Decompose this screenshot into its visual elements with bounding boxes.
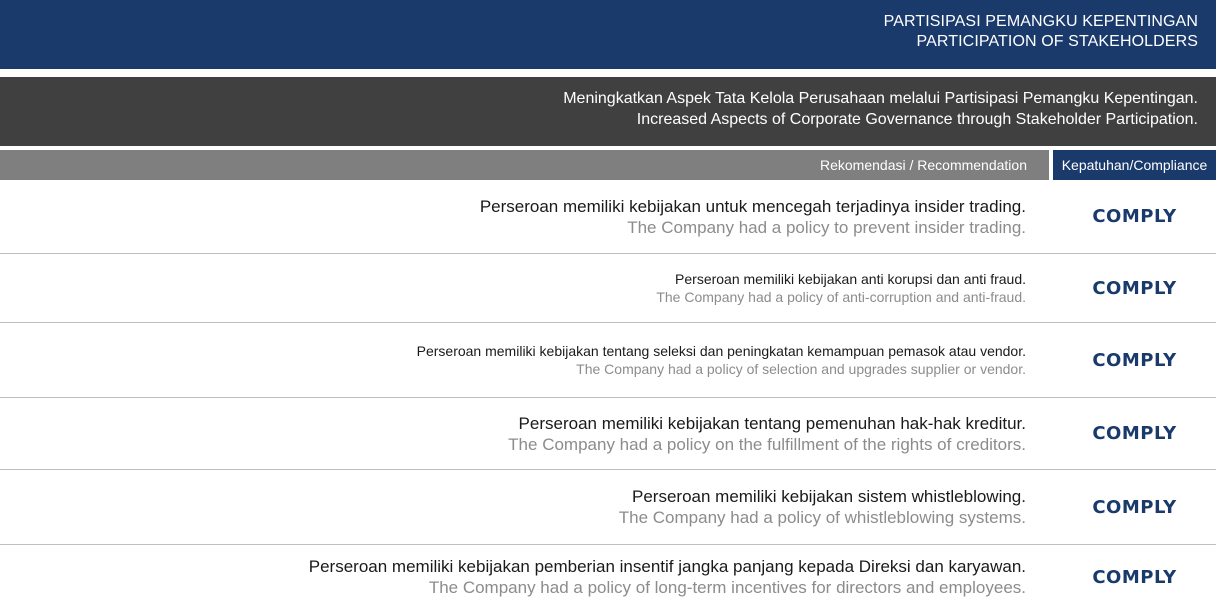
recommendation-text-en: The Company had a policy of anti-corruption and anti-fraud. bbox=[656, 289, 1026, 305]
recommendation-text-en: The Company had a policy on the fulfillment of the rights of creditors. bbox=[508, 434, 1026, 454]
compliance-status: COMPLY bbox=[1092, 277, 1177, 299]
table-row bbox=[0, 323, 1216, 398]
recommendation-cell bbox=[0, 323, 1026, 397]
page-header bbox=[0, 0, 1216, 69]
section-header bbox=[0, 77, 1216, 146]
table-row bbox=[0, 254, 1216, 323]
recommendation-text-id: Perseroan memiliki kebijakan sistem whistleblowing. bbox=[632, 487, 1026, 506]
recommendation-text-id: Perseroan memiliki kebijakan untuk mencegah terjadinya insider trading. bbox=[479, 196, 1026, 216]
section-title-id: Meningkatkan Aspek Tata Kelola Perusahaan melalui Partisipasi Pemangku Kepentingan. bbox=[563, 90, 1198, 107]
recommendation-cell bbox=[0, 398, 1026, 469]
recommendation-text-id: Perseroan memiliki kebijakan tentang seleksi dan peningkatan kemampuan pemasok atau vendor. bbox=[416, 343, 1026, 359]
compliance-status: COMPLY bbox=[1092, 423, 1177, 444]
recommendation-text-en: The Company had a policy of selection and upgrades supplier or vendor. bbox=[576, 361, 1026, 377]
recommendation-column-header: Rekomendasi / Recommendation bbox=[0, 150, 1049, 180]
table-row bbox=[0, 180, 1216, 254]
compliance-status: COMPLY bbox=[1092, 496, 1177, 518]
compliance-status: COMPLY bbox=[1092, 349, 1177, 371]
recommendation-cell bbox=[0, 180, 1026, 253]
recommendation-text-id: Perseroan memiliki kebijakan pemberian insentif jangka panjang kepada Direksi dan karyawan. bbox=[308, 557, 1026, 576]
recommendation-text-en: The Company had a policy to prevent insider trading. bbox=[627, 217, 1026, 237]
compliance-column-header: Kepatuhan/Compliance bbox=[1053, 150, 1216, 180]
recommendation-text-en: The Company had a policy of whistleblowing systems. bbox=[618, 508, 1026, 527]
recommendation-text-id: Perseroan memiliki kebijakan tentang pemenuhan hak-hak kreditur. bbox=[518, 413, 1026, 433]
table-row bbox=[0, 398, 1216, 470]
recommendation-cell bbox=[0, 545, 1026, 609]
recommendation-cell bbox=[0, 470, 1026, 544]
section-title-en: Increased Aspects of Corporate Governance through Stakeholder Participation. bbox=[636, 111, 1198, 128]
recommendation-text-en: The Company had a policy of long-term incentives for directors and employees. bbox=[428, 578, 1026, 597]
table-row bbox=[0, 470, 1216, 545]
compliance-status: COMPLY bbox=[1092, 566, 1177, 588]
header-title-id: PARTISIPASI PEMANGKU KEPENTINGAN bbox=[883, 13, 1198, 30]
header-title-en: PARTICIPATION OF STAKEHOLDERS bbox=[916, 33, 1198, 50]
compliance-status: COMPLY bbox=[1092, 206, 1177, 227]
recommendation-text-id: Perseroan memiliki kebijakan anti korupsi dan anti fraud. bbox=[675, 271, 1026, 287]
recommendation-cell bbox=[0, 254, 1026, 322]
table-row bbox=[0, 545, 1216, 609]
